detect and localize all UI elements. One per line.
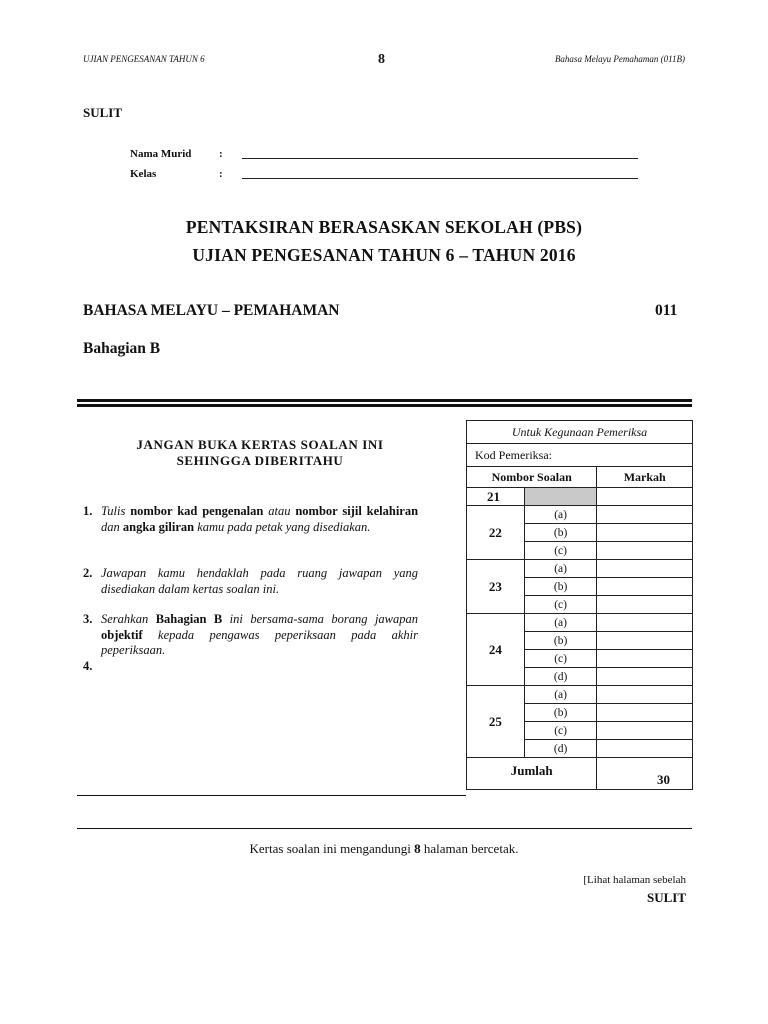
instruction-2: 2. Jawapan kamu hendaklah pada ruang jawapan yang disediakan dalam kertas soalan ini. bbox=[83, 566, 418, 596]
table-row bbox=[467, 686, 693, 704]
running-header-right: Bahasa Melayu Pemahaman (011B) bbox=[554, 54, 685, 64]
instruction-3: 3. Serahkan Bahagian B ini bersama-sama borang jawapan objektif kepada pengawas peperiksaan pada akhir peperiksaan. bbox=[83, 612, 419, 657]
divider-left-bottom bbox=[77, 795, 466, 796]
part-label: (c) bbox=[524, 542, 597, 560]
part-label: (d) bbox=[524, 668, 597, 686]
sulit-label-bottom: SULIT bbox=[646, 890, 686, 905]
marks-cell-25c[interactable] bbox=[597, 722, 693, 740]
shaded-cell bbox=[524, 488, 597, 506]
part-label: (c) bbox=[524, 722, 597, 740]
marks-cell-24b[interactable] bbox=[597, 632, 693, 650]
sulit-label-top: SULIT bbox=[83, 105, 123, 120]
marks-cell-22b[interactable] bbox=[597, 524, 693, 542]
part-label: (d) bbox=[524, 740, 597, 758]
running-header-left: UJIAN PENGESANAN TAHUN 6 bbox=[83, 54, 205, 64]
marks-cell-23c[interactable] bbox=[597, 596, 693, 614]
section-title: Bahagian B bbox=[83, 340, 161, 357]
divider-thick-1 bbox=[77, 399, 692, 402]
part-label: (c) bbox=[524, 650, 597, 668]
column-header-marks: Markah bbox=[597, 467, 693, 488]
divider-footer bbox=[77, 828, 692, 829]
marks-cell-25a[interactable] bbox=[597, 686, 693, 704]
name-colon: : bbox=[219, 148, 223, 160]
part-label: (a) bbox=[524, 686, 597, 704]
examiner-table bbox=[466, 420, 693, 790]
page-count-note: Kertas soalan ini mengandungi 8 halaman bercetak. bbox=[249, 841, 519, 856]
table-row bbox=[467, 758, 693, 790]
page-number: 8 bbox=[378, 52, 385, 67]
marks-cell-25b[interactable] bbox=[597, 704, 693, 722]
marks-cell-23b[interactable] bbox=[597, 578, 693, 596]
name-label: Nama Murid bbox=[130, 148, 192, 160]
examiner-table-title: Untuk Kegunaan Pemeriksa bbox=[467, 421, 693, 444]
table-row bbox=[467, 614, 693, 632]
name-field[interactable] bbox=[242, 148, 638, 159]
part-label: (b) bbox=[524, 524, 597, 542]
see-next-page: [Lihat halaman sebelah bbox=[583, 874, 686, 886]
class-label: Kelas bbox=[130, 168, 157, 180]
column-header-question: Nombor Soalan bbox=[467, 467, 597, 488]
table-row bbox=[467, 444, 693, 467]
marks-cell-25d[interactable] bbox=[597, 740, 693, 758]
instruction-1: 1. Tulis nombor kad pengenalan atau nombor sijil kelahiran dan angka giliran kamu pada petak yang disediakan. bbox=[83, 504, 419, 534]
warning-notice bbox=[100, 437, 420, 469]
part-label: (c) bbox=[524, 596, 597, 614]
table-row bbox=[467, 506, 693, 524]
part-label: (a) bbox=[524, 614, 597, 632]
table-row bbox=[467, 467, 693, 488]
marks-cell-24d[interactable] bbox=[597, 668, 693, 686]
question-number-22: 22 bbox=[467, 506, 525, 560]
warning-line-2: SEHINGGA DIBERITAHU bbox=[176, 453, 344, 468]
part-label: (b) bbox=[524, 704, 597, 722]
marks-cell-24c[interactable] bbox=[597, 650, 693, 668]
marks-cell-22c[interactable] bbox=[597, 542, 693, 560]
table-row bbox=[467, 560, 693, 578]
marks-cell-22a[interactable] bbox=[597, 506, 693, 524]
divider-thick-2 bbox=[77, 404, 692, 407]
total-value: 30 bbox=[597, 758, 693, 790]
part-label: (b) bbox=[524, 578, 597, 596]
part-label: (b) bbox=[524, 632, 597, 650]
marks-cell-21[interactable] bbox=[597, 488, 693, 506]
subject-code: 011 bbox=[655, 302, 678, 319]
total-label: Jumlah bbox=[467, 758, 597, 790]
question-number-24: 24 bbox=[467, 614, 525, 686]
title-line-2: UJIAN PENGESANAN TAHUN 6 – TAHUN 2016 bbox=[192, 245, 576, 265]
class-field[interactable] bbox=[242, 168, 638, 179]
warning-line-1: JANGAN BUKA KERTAS SOALAN INI bbox=[136, 437, 384, 452]
examiner-code-cell[interactable]: Kod Pemeriksa: bbox=[467, 444, 693, 467]
subject-title: BAHASA MELAYU – PEMAHAMAN bbox=[83, 302, 340, 319]
question-number-23: 23 bbox=[467, 560, 525, 614]
table-row bbox=[467, 421, 693, 444]
part-label: (a) bbox=[524, 560, 597, 578]
title-line-1: PENTAKSIRAN BERASASKAN SEKOLAH (PBS) bbox=[185, 217, 583, 237]
table-row bbox=[467, 488, 693, 506]
part-label: (a) bbox=[524, 506, 597, 524]
question-number-21: 21 bbox=[467, 488, 525, 506]
class-colon: : bbox=[219, 168, 223, 180]
question-number-25: 25 bbox=[467, 686, 525, 758]
marks-cell-23a[interactable] bbox=[597, 560, 693, 578]
marks-cell-24a[interactable] bbox=[597, 614, 693, 632]
